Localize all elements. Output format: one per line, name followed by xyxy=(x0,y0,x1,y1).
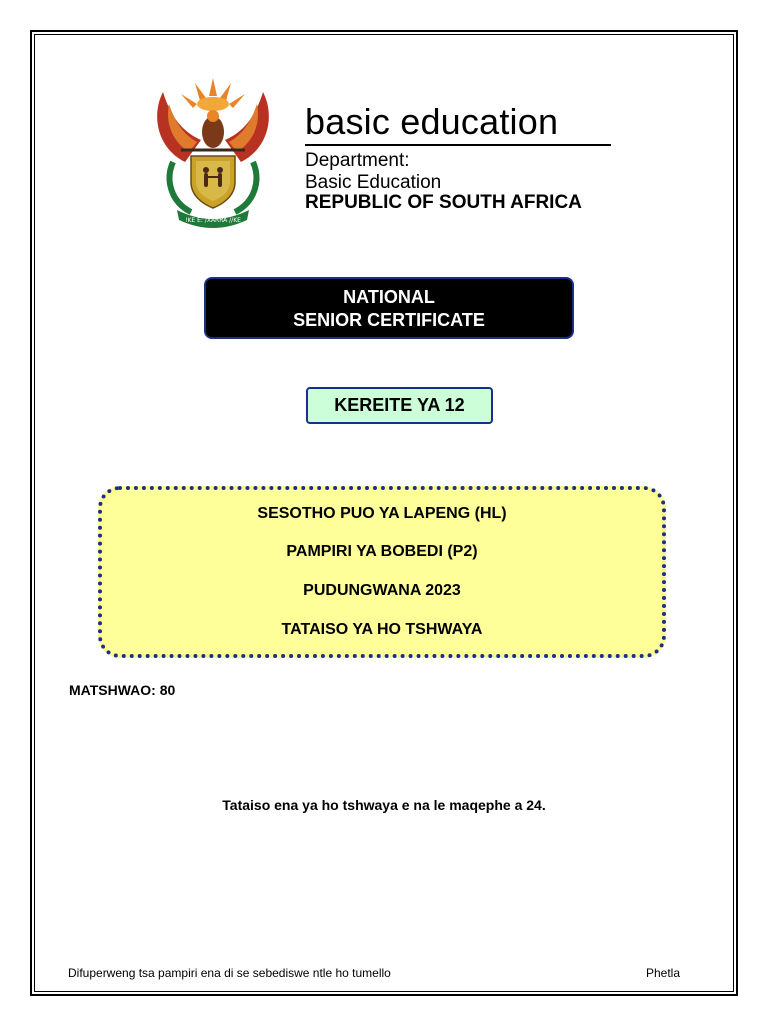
total-marks: MATSHWAO: 80 xyxy=(69,682,176,698)
department-label: Department: xyxy=(305,150,410,171)
department-name: Basic Education xyxy=(305,172,442,193)
paper-number: PAMPIRI YA BOBEDI (P2) xyxy=(286,543,478,560)
certificate-line-2: SENIOR CERTIFICATE xyxy=(293,310,485,330)
subject-title: SESOTHO PUO YA LAPENG (HL) xyxy=(257,505,507,522)
brand-title: basic education xyxy=(305,101,559,142)
page-count-note: Tataiso ena ya ho tshwaya e na le maqephe a 24. xyxy=(222,797,546,813)
turn-over-label: Phetla xyxy=(646,966,681,980)
brand-underline xyxy=(305,144,611,146)
certificate-line-1: NATIONAL xyxy=(343,287,435,307)
exam-session: PUDUNGWANA 2023 xyxy=(303,582,461,599)
coat-of-arms-icon xyxy=(143,70,283,230)
subject-panel xyxy=(98,486,666,658)
certificate-banner xyxy=(204,277,574,339)
document-type: TATAISO YA HO TSHWAYA xyxy=(281,621,483,638)
svg-text:!KE E: /XARRA //KE: !KE E: /XARRA //KE xyxy=(185,217,241,224)
country-name: REPUBLIC OF SOUTH AFRICA xyxy=(305,192,582,213)
copyright-notice: Difuperweng tsa pampiri ena di se sebediswe ntle ho tumello xyxy=(68,966,391,980)
grade-badge: KEREITE YA 12 xyxy=(306,387,493,424)
